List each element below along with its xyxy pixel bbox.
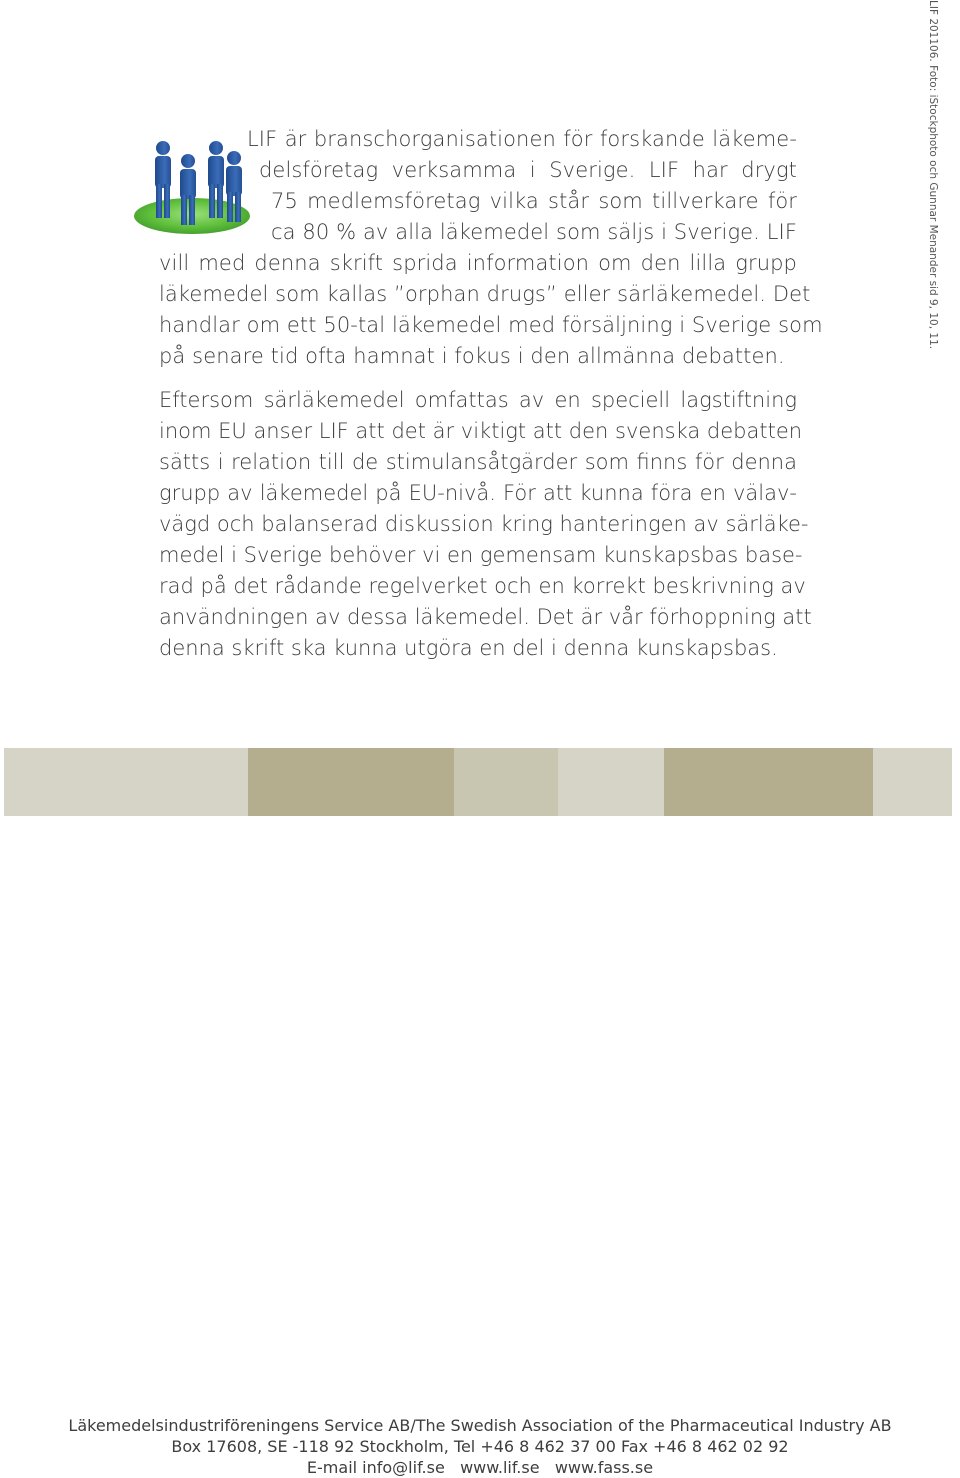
intro-line: LIF är branschorganisationen för forskande läkeme- [247, 127, 797, 151]
intro-line: handlar om ett 50-tal läkemedel med försäljning i Sverige som [159, 313, 823, 337]
body-line: grupp av läkemedel på EU-nivå. För att kunna föra en välav- [159, 481, 797, 505]
stripe-segment [664, 748, 873, 816]
body-line: inom EU anser LIF att det är viktigt att den svenska debatten [159, 419, 803, 443]
intro-line: läkemedel som kallas ”orphan drugs” eller särläkemedel. Det [159, 282, 811, 306]
lif-people-logo-icon [130, 138, 250, 238]
photo-credit-note: LIF 201106. Foto: iStockphoto och Gunnar Menander sid 9, 10, 11. [927, 0, 939, 350]
stripe-segment [873, 748, 952, 816]
intro-line: ca 80 % av alla läkemedel som säljs i Sverige. LIF [271, 220, 797, 244]
stripe-segment [558, 748, 664, 816]
footer-contact: E-mail info@lif.se www.lif.se www.fass.se [306, 1458, 654, 1477]
decorative-color-stripe [4, 748, 952, 816]
stripe-segment [454, 748, 558, 816]
footer-address: Box 17608, SE -118 92 Stockholm, Tel +46 8 462 37 00 Fax +46 8 462 02 92 [171, 1437, 789, 1456]
body-line: användningen av dessa läkemedel. Det är vår förhoppning att [159, 605, 812, 629]
stripe-segment [248, 748, 454, 816]
body-line: denna skrift ska kunna utgöra en del i denna kunskapsbas. [159, 636, 778, 660]
body-line: vägd och balanserad diskussion kring hanteringen av särläke- [159, 512, 809, 536]
intro-line: på senare tid ofta hamnat i fokus i den allmänna debatten. [159, 344, 785, 368]
footer-organization: Läkemedelsindustriföreningens Service AB/The Swedish Association of the Pharmaceutical Industry AB [68, 1416, 892, 1435]
stripe-segment [4, 748, 248, 816]
body-line: Eftersom särläkemedel omfattas av en speciell lagstiftning [159, 388, 797, 412]
intro-line: 75 medlemsföretag vilka står som tillverkare för [271, 189, 797, 213]
body-line: rad på det rådande regelverket och en korrekt beskrivning av [159, 574, 806, 598]
body-line: medel i Sverige behöver vi en gemensam kunskapsbas base- [159, 543, 803, 567]
intro-line: vill med denna skrift sprida information om den lilla grupp [159, 251, 797, 275]
body-line: sätts i relation till de stimulansåtgärder som finns för denna [159, 450, 797, 474]
intro-line: delsföretag verksamma i Sverige. LIF har drygt [259, 158, 797, 182]
